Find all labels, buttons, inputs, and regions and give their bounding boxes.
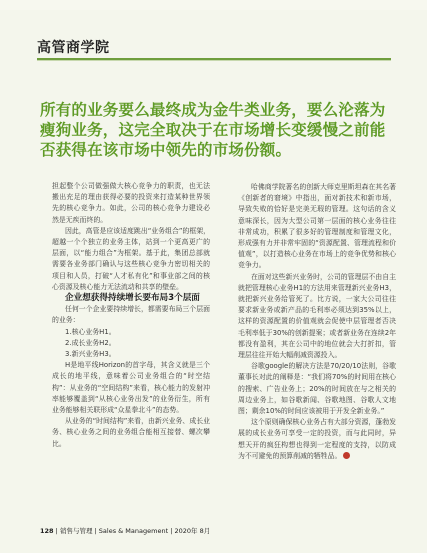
paragraph-final	[238, 417, 396, 462]
subheading: 企业想获得持续增长要布局3个层面	[65, 293, 200, 304]
paragraph: 从业务的“时间结构”来看，由新兴业务、成长业务、核心业务之间的业务组合能相互接替、螺次攀比。	[52, 417, 210, 448]
paragraph: 任何一个企业要持续增长，都需要布局三个层面的业务：	[52, 305, 210, 325]
list-item: 1.核心业务H1。	[65, 327, 116, 336]
paragraph-text: 这个原则确保核心业务占有大部分资源，蓬勃发展的成长业务可享受一定的投资，而与此同时，异想天开的疯狂构想也得到一定程度的支持，以防成为不可避免的预算削减的牺牲品。	[238, 418, 396, 460]
page-number: 128	[40, 527, 54, 535]
footer-separator: |	[94, 527, 97, 535]
list-item: 2.成长业务H2。	[65, 338, 116, 347]
page-footer	[40, 526, 210, 535]
top-band	[0, 0, 427, 10]
footer-separator: |	[170, 527, 173, 535]
paragraph: 因此，高管是应该适度跳出“业务组合”的框架，超越一个个独立的业务主体，站到一个更高更广的层面，以“能力组合”为框架。基于此，集团总部就需要各业务部门确认与这些核心竞争力密切相关的项目和人员，打破“人才私有化”和事业部之间的核心资源及核心能力无法流动和共享的壁垒。	[52, 226, 210, 291]
paragraph: 哈佛商学院著名的创新大师克里斯坦森在其名著《创新者的窘境》中指出，面对新技术和新市场，导致失败的恰好是完美无瑕的管理。这句话的含义意味深长，因为大型公司第一层面的核心业务往往非常成功，积累了很多好的管理制度和管理文化，形成强有力并非常牢固的“资源配置、管理流程和价值观”，以打造核心业务在市场上的竞争优势和核心竞争力。	[238, 183, 396, 270]
end-mark-icon	[343, 452, 350, 459]
list-item: 3.新兴业务H3。	[65, 350, 116, 359]
paragraph: H是地平线Horizon的首字母，其含义就是三个成长的地平线，意味着公司业务组合的“时空结构”：从业务的“空间结构”来看，核心能力的发射冲率能够覆盖到“从核心业务出发”的业务衍生，所有业务能够相关联形成“众星拳北斗”的态势。	[52, 361, 210, 415]
section-rule-thin	[37, 60, 391, 61]
paragraph: 担起整个公司做强做大核心竞争力的职责，也无法搬出充足的理由获得必要的投资来打造某种世界领先的核心竞争力。如此，公司的核心竞争力建设必然是无疾而终的。	[52, 182, 210, 224]
issue-date: 2020年 8月	[174, 527, 211, 535]
left-column	[52, 181, 210, 450]
pull-quote-headline: 所有的业务要么最终成为金牛类业务，要么沦落为瘦狗业务，这完全取决于在市场增长变缓慢之前能否获得在该市场中领先的市场份额。	[40, 101, 386, 159]
section-title: 高管商学院	[37, 40, 110, 56]
paragraph: 在面对这些新兴业务时，公司的管理层不由自主就把管理核心业务H1的方法用来管理新兴业务H3，就把新兴业务给管死了。比方说，一家大公司往往要求新业务或新产品的毛利率必须达到35%以上，这样的资源配置的价值观就会促使中层管理者否决毛利率低于30%的创新提案；或者新业务在连续2年都没有盈利，其在公司中的地位就会大打折扣，管理层往往开始大幅削减资源投入。	[238, 272, 396, 360]
right-column	[238, 182, 396, 462]
paragraph: 谷歌google的解决方法是70/20/10法则，谷歌董事长对此的阐释是：“我们将70%的时间用在核心的搜索、广告业务上；20%的时间放在与之相关的周边业务上，如谷歌新闻、谷歌地图、谷歌人文地图；剩余10%的时间应该被用于开发全新业务。”	[238, 362, 396, 416]
journal-name-en: Sales & Management	[98, 527, 169, 535]
journal-name: 销售与管理	[59, 527, 93, 535]
footer-separator: |	[55, 527, 58, 535]
